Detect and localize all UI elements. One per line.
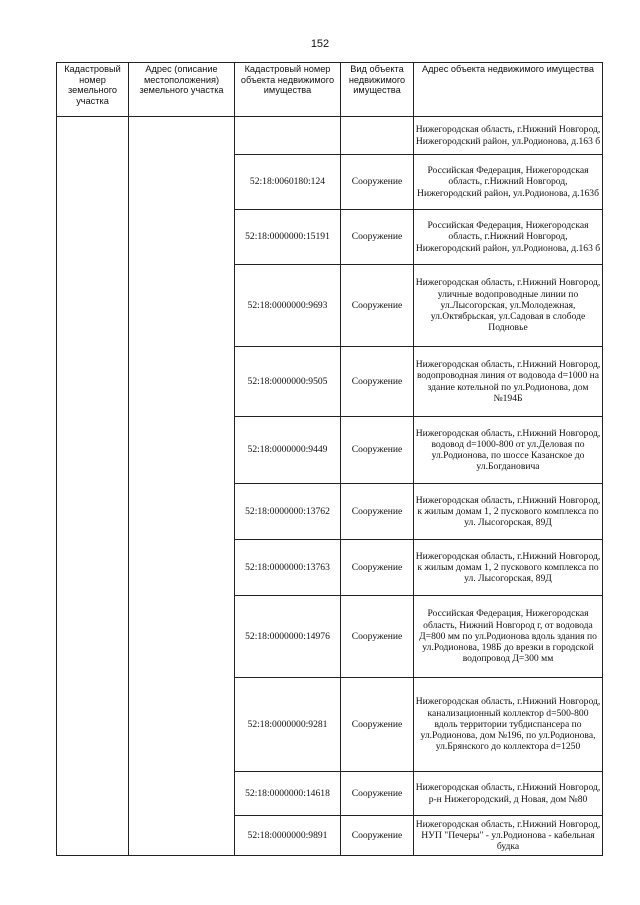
object-cadastral-cell: 52:18:0000000:14618 xyxy=(235,772,341,816)
object-type-cell: Сооружение xyxy=(341,347,414,417)
property-registry-table xyxy=(56,62,603,856)
object-cadastral-cell: 52:18:0000000:13763 xyxy=(235,540,341,596)
table-row xyxy=(57,117,603,155)
object-address-cell: Нижегородская область, г.Нижний Новгород, к жилым домам 1, 2 пускового комплекса по ул. Лысогорская, 89Д xyxy=(414,484,603,540)
object-address-cell: Нижегородская область, г.Нижний Новгород, водопроводная линия от водовода d=1000 на здание котельной по ул.Родионова, дом №194Б xyxy=(414,347,603,417)
table-header-row xyxy=(57,63,603,117)
object-cadastral-cell: 52:18:0000000:9281 xyxy=(235,678,341,772)
object-address-cell: Российская Федерация, Нижегородская область, г.Нижний Новгород, Нижегородский район, ул.Родионова, д.163 б xyxy=(414,210,603,265)
object-type-cell: Сооружение xyxy=(341,265,414,347)
object-type-cell: Сооружение xyxy=(341,417,414,484)
object-address-cell: Нижегородская область, г.Нижний Новгород, канализационный коллектор d=500-800 вдоль территории тубдиспансера по ул.Родионова, дом №196, по ул.Родионова, ул.Брянского до коллектора d=1250 xyxy=(414,678,603,772)
object-address-cell: Российская Федерация, Нижегородская область, г.Нижний Новгород, Нижегородский район, ул.Родионова, д.163б xyxy=(414,155,603,210)
object-type-cell: Сооружение xyxy=(341,596,414,678)
object-type-cell: Сооружение xyxy=(341,155,414,210)
object-cadastral-cell: 52:18:0000000:13762 xyxy=(235,484,341,540)
header-land-address: Адрес (описание местоположения) земельного участка xyxy=(129,63,235,117)
object-cadastral-cell: 52:18:0000000:9449 xyxy=(235,417,341,484)
object-type-cell: Сооружение xyxy=(341,540,414,596)
object-address-cell: Нижегородская область, г.Нижний Новгород, уличные водопроводные линии по ул.Лысогорская, ул.Молодежная, ул.Октябрьская, ул.Садовая в слободе Подновье xyxy=(414,265,603,347)
object-cadastral-cell: 52:18:0000000:14976 xyxy=(235,596,341,678)
object-type-cell: Сооружение xyxy=(341,816,414,856)
object-cadastral-cell: 52:18:0000000:9505 xyxy=(235,347,341,417)
table-body xyxy=(57,117,603,856)
object-address-cell: Нижегородская область, г.Нижний Новгород, к жилым домам 1, 2 пускового комплекса по ул. Лысогорская, 89Д xyxy=(414,540,603,596)
land-cadastral-cell xyxy=(57,117,129,856)
object-type-cell: Сооружение xyxy=(341,678,414,772)
object-cadastral-cell: 52:18:0000000:9693 xyxy=(235,265,341,347)
object-type-cell: Сооружение xyxy=(341,484,414,540)
object-cadastral-cell: 52:18:0000000:15191 xyxy=(235,210,341,265)
header-object-address: Адрес объекта недвижимого имущества xyxy=(414,63,603,117)
object-type-cell: Сооружение xyxy=(341,210,414,265)
object-address-cell: Нижегородская область, г.Нижний Новгород, р-н Нижегородский, д Новая, дом №80 xyxy=(414,772,603,816)
object-cadastral-cell: 52:18:0000000:9891 xyxy=(235,816,341,856)
object-cadastral-cell xyxy=(235,117,341,155)
page-number: 152 xyxy=(310,38,330,50)
header-object-type: Вид объекта недвижимого имущества xyxy=(341,63,414,117)
header-object-cadastral: Кадастровый номер объекта недвижимого имущества xyxy=(235,63,341,117)
object-cadastral-cell: 52:18:0060180:124 xyxy=(235,155,341,210)
object-type-cell xyxy=(341,117,414,155)
object-address-cell: Нижегородская область, г.Нижний Новгород, Нижегородский район, ул.Родионова, д.163 б xyxy=(414,117,603,155)
object-address-cell: Нижегородская область, г.Нижний Новгород, НУП "Печеры" - ул.Родионова - кабельная будка xyxy=(414,816,603,856)
object-address-cell: Российская Федерация, Нижегородская область, Нижний Новгород г, от водовода Д=800 мм по ул.Родионова вдоль здания по ул.Родионова, 198Б до врезки в городской водопровод Д=300 мм xyxy=(414,596,603,678)
object-type-cell: Сооружение xyxy=(341,772,414,816)
header-land-cadastral: Кадастровый номер земельного участка xyxy=(57,63,129,117)
land-address-cell xyxy=(129,117,235,856)
object-address-cell: Нижегородская область, г.Нижний Новгород, водовод d=1000-800 от ул.Деловая по ул.Родионова, по шоссе Казанское до ул.Богдановича xyxy=(414,417,603,484)
